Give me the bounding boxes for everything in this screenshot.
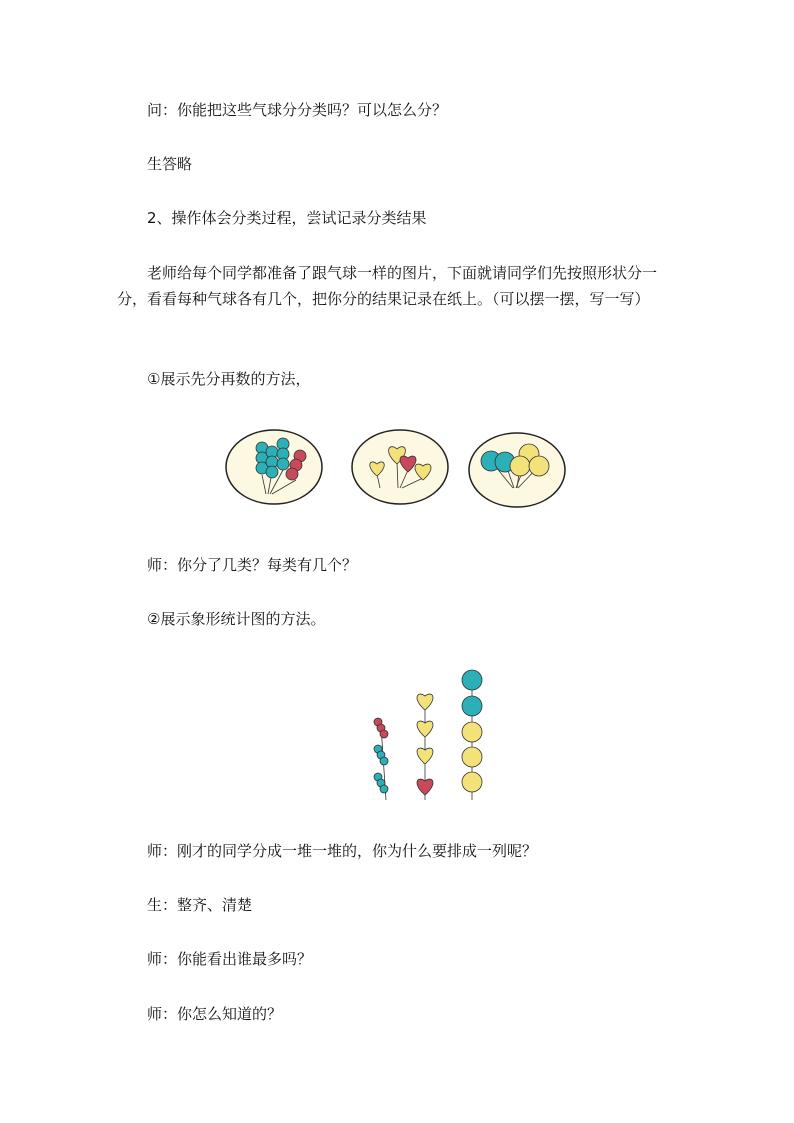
answer-line-1: 生答略 — [147, 155, 193, 173]
pictograph-column-long — [374, 718, 388, 800]
method-1-line: ①展示先分再数的方法， — [147, 370, 311, 388]
question-line-4: 师：你能看出谁最多吗？ — [147, 950, 313, 968]
instruction-paragraph: 老师给每个同学都准备了跟气球一样的图片，下面就请同学们先按照形状分一分，看看每种气球各有几个，把你分的结果记录在纸上。（可以摆一摆，写一写） — [117, 264, 658, 308]
pictograph-column-heart — [417, 694, 433, 800]
method-2-line: ②展示象形统计图的方法。 — [147, 610, 326, 628]
answer-line-3: 生：整齐、清楚 — [147, 896, 253, 914]
pictograph-column-round — [462, 670, 482, 800]
question-line-1: 问：你能把这些气球分分类吗？可以怎么分？ — [147, 101, 448, 119]
question-line-2: 师：你分了几类？每类有几个？ — [147, 556, 358, 574]
pictograph-chart — [374, 670, 482, 800]
question-line-5: 师：你怎么知道的？ — [147, 1005, 283, 1023]
balloon-group-ovals — [226, 430, 565, 507]
oval-heart-balloons — [352, 430, 448, 504]
section-heading-2: 2、操作体会分类过程，尝试记录分类结果 — [147, 209, 427, 227]
question-line-3: 师：刚才的同学分成一堆一堆的，你为什么要排成一列呢？ — [147, 842, 538, 860]
